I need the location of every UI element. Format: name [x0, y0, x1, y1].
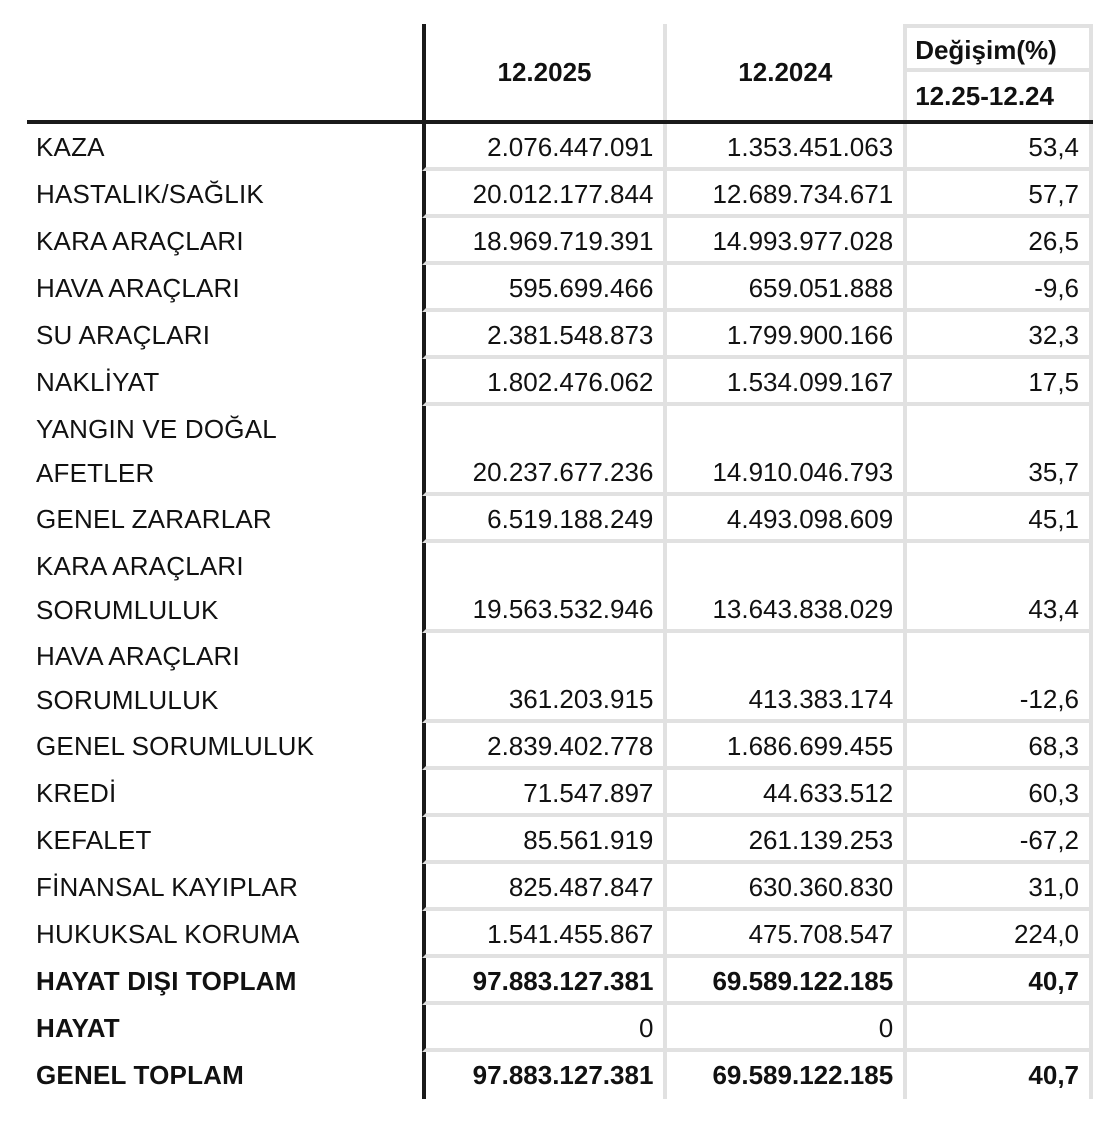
change-percent: 26,5 [903, 218, 1093, 265]
table-row-grand-total [27, 1052, 1093, 1099]
row-label-line1: YANGIN VE DOĞAL [36, 414, 277, 444]
change-percent: 17,5 [903, 359, 1093, 406]
row-label: GENEL ZARARLAR [36, 504, 272, 534]
change-percent: 53,4 [903, 124, 1093, 171]
row-label: NAKLİYAT [36, 367, 160, 397]
row-label-line1: HAVA ARAÇLARI [36, 641, 240, 671]
table-row [27, 406, 1093, 496]
value-2025: 18.969.719.391 [422, 218, 664, 265]
table-row [27, 265, 1093, 312]
change-percent: 57,7 [903, 171, 1093, 218]
header-year-2025: 12.2025 [422, 24, 664, 120]
change-percent: 45,1 [903, 496, 1093, 543]
change-percent: 35,7 [903, 406, 1093, 496]
row-label: KARA ARAÇLARI [36, 226, 244, 256]
table-row [27, 171, 1093, 218]
table-row [27, 911, 1093, 958]
header-change [903, 24, 1093, 120]
value-2025: 97.883.127.381 [422, 1052, 664, 1099]
value-2025: 2.839.402.778 [422, 723, 664, 770]
row-label-line2: SORUMLULUK [36, 685, 219, 715]
value-2025: 2.076.447.091 [422, 124, 664, 171]
value-2024: 475.708.547 [663, 911, 903, 958]
table-row [27, 543, 1093, 633]
value-2024: 13.643.838.029 [663, 543, 903, 633]
change-percent: -9,6 [903, 265, 1093, 312]
value-2025: 2.381.548.873 [422, 312, 664, 359]
value-2025: 1.802.476.062 [422, 359, 664, 406]
change-percent: 43,4 [903, 543, 1093, 633]
change-percent: -12,6 [903, 633, 1093, 723]
change-percent: 40,7 [903, 958, 1093, 1005]
table-row-subtotal [27, 958, 1093, 1005]
value-2024: 659.051.888 [663, 265, 903, 312]
value-2024: 4.493.098.609 [663, 496, 903, 543]
value-2025: 20.237.677.236 [422, 406, 664, 496]
value-2024: 261.139.253 [663, 817, 903, 864]
table-header [27, 24, 1093, 124]
row-label: KEFALET [36, 825, 152, 855]
premium-table [27, 24, 1093, 1099]
header-blank [27, 24, 422, 120]
table-row [27, 1005, 1093, 1052]
table-row [27, 633, 1093, 723]
change-percent: 31,0 [903, 864, 1093, 911]
value-2024: 0 [663, 1005, 903, 1052]
row-label: HUKUKSAL KORUMA [36, 919, 300, 949]
value-2024: 413.383.174 [663, 633, 903, 723]
value-2024: 14.993.977.028 [663, 218, 903, 265]
value-2025: 20.012.177.844 [422, 171, 664, 218]
value-2025: 71.547.897 [422, 770, 664, 817]
row-label: HAYAT DIŞI TOPLAM [36, 966, 297, 996]
value-2025: 361.203.915 [422, 633, 664, 723]
row-label [27, 543, 422, 633]
change-percent: 32,3 [903, 312, 1093, 359]
value-2025: 6.519.188.249 [422, 496, 664, 543]
value-2025: 19.563.532.946 [422, 543, 664, 633]
row-label-line2: AFETLER [36, 458, 155, 488]
table-row [27, 864, 1093, 911]
table-row [27, 723, 1093, 770]
header-year-2024: 12.2024 [663, 24, 903, 120]
row-label: FİNANSAL KAYIPLAR [36, 872, 299, 902]
change-percent: 40,7 [903, 1052, 1093, 1099]
row-label: HAYAT [36, 1013, 120, 1043]
row-label [27, 406, 422, 496]
value-2024: 69.589.122.185 [663, 1052, 903, 1099]
value-2024: 1.534.099.167 [663, 359, 903, 406]
table-row [27, 312, 1093, 359]
table-row [27, 770, 1093, 817]
header-change-period: 12.25-12.24 [915, 81, 1054, 111]
header-change-title: Değişim(%) [907, 28, 1089, 72]
change-percent [903, 1005, 1093, 1052]
table-row [27, 817, 1093, 864]
value-2024: 14.910.046.793 [663, 406, 903, 496]
row-label-line1: KARA ARAÇLARI [36, 551, 244, 581]
row-label: SU ARAÇLARI [36, 320, 211, 350]
value-2024: 1.353.451.063 [663, 124, 903, 171]
table-row [27, 124, 1093, 171]
value-2024: 1.686.699.455 [663, 723, 903, 770]
value-2025: 0 [422, 1005, 664, 1052]
row-label: HASTALIK/SAĞLIK [36, 179, 264, 209]
value-2024: 1.799.900.166 [663, 312, 903, 359]
table-row [27, 359, 1093, 406]
value-2025: 1.541.455.867 [422, 911, 664, 958]
row-label: KREDİ [36, 778, 117, 808]
value-2024: 44.633.512 [663, 770, 903, 817]
change-percent: 68,3 [903, 723, 1093, 770]
value-2025: 825.487.847 [422, 864, 664, 911]
value-2025: 595.699.466 [422, 265, 664, 312]
value-2025: 97.883.127.381 [422, 958, 664, 1005]
value-2024: 12.689.734.671 [663, 171, 903, 218]
row-label: HAVA ARAÇLARI [36, 273, 240, 303]
change-percent: 60,3 [903, 770, 1093, 817]
change-percent: 224,0 [903, 911, 1093, 958]
row-label: KAZA [36, 132, 105, 162]
row-label [27, 633, 422, 723]
value-2025: 85.561.919 [422, 817, 664, 864]
change-percent: -67,2 [903, 817, 1093, 864]
table-row [27, 496, 1093, 543]
row-label: GENEL TOPLAM [36, 1060, 245, 1090]
row-label: GENEL SORUMLULUK [36, 731, 315, 761]
row-label-line2: SORUMLULUK [36, 595, 219, 625]
table-row [27, 218, 1093, 265]
value-2024: 69.589.122.185 [663, 958, 903, 1005]
value-2024: 630.360.830 [663, 864, 903, 911]
